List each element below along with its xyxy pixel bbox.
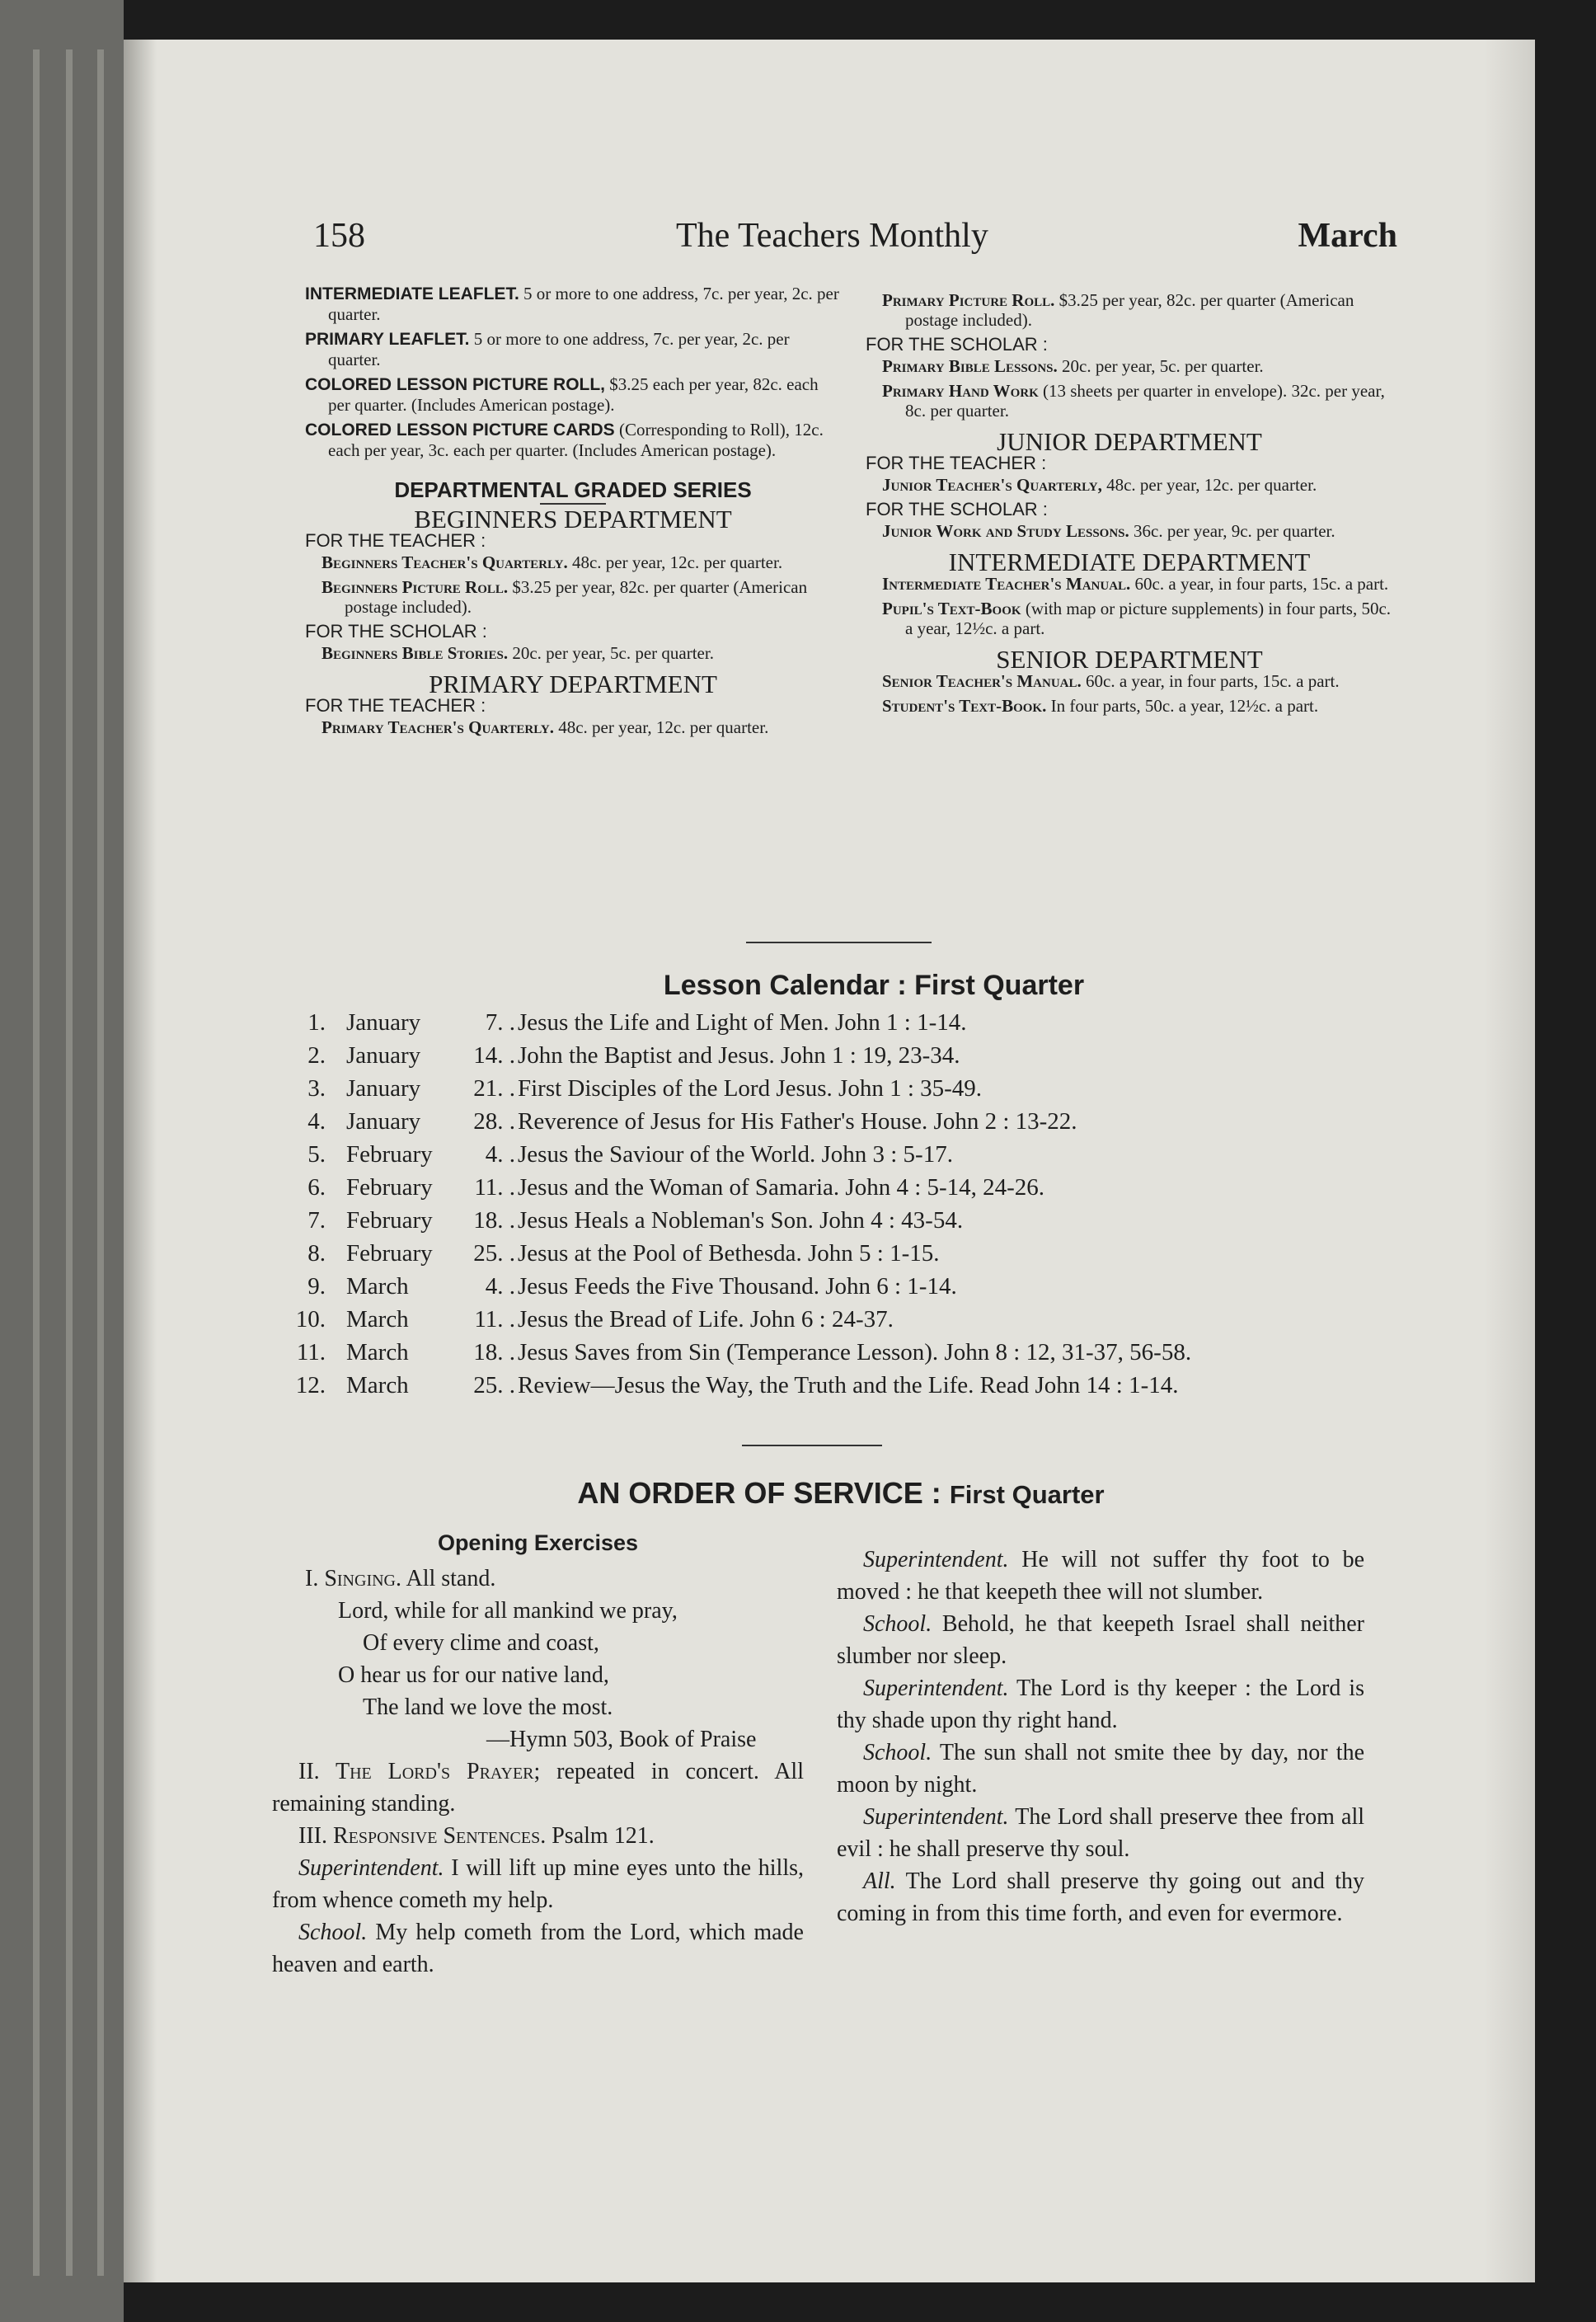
price-item: Junior Work and Study Lessons. 36c. per year, 9c. per quarter. xyxy=(882,521,1335,541)
verse-line: O hear us for our native land, xyxy=(338,1662,609,1688)
for-scholar-label: FOR THE SCHOLAR : xyxy=(866,499,1048,519)
price-list-right-column xyxy=(866,289,1393,721)
lesson-calendar-title: Lesson Calendar : First Quarter xyxy=(663,970,1085,1001)
beginners-heading: BEGINNERS DEPARTMENT xyxy=(414,505,732,533)
response-line: School. The sun shall not smite thee by day, nor the moon by night. xyxy=(837,1740,1364,1798)
price-item: Primary Picture Roll. $3.25 per year, 82c. per quarter (American postage included). xyxy=(882,290,1354,330)
price-item: COLORED LESSON PICTURE CARDS (Corresponding to Roll), 12c. each per year, 3c. each per quarter. (Includes American postage). xyxy=(305,420,824,460)
price-item: Primary Bible Lessons. 20c. per year, 5c. per quarter. xyxy=(882,356,1264,376)
lesson-row: 9. March 4. . Jesus Feeds the Five Thousand. John 6 : 1-14. xyxy=(307,1273,957,1300)
lesson-row: 7. February 18. . Jesus Heals a Nobleman's Son. John 4 : 43-54. xyxy=(307,1207,964,1234)
verse-line: Lord, while for all mankind we pray, xyxy=(338,1598,678,1624)
price-item: Primary Teacher's Quarterly. 48c. per year, 12c. per quarter. xyxy=(322,717,769,737)
service-left-column xyxy=(272,1527,804,1981)
lesson-row: 10. March 11. . Jesus the Bread of Life. John 6 : 24-37. xyxy=(295,1306,894,1333)
verse-line: The land we love the most. xyxy=(363,1694,613,1720)
page-stack-line xyxy=(97,49,104,2276)
price-item: Junior Teacher's Quarterly, 48c. per year, 12c. per quarter. xyxy=(882,475,1317,495)
service-right-column xyxy=(837,1544,1364,1930)
for-teacher-label: FOR THE TEACHER : xyxy=(305,695,486,716)
lesson-row: 5. February 4. . Jesus the Saviour of the World. John 3 : 5-17. xyxy=(307,1141,953,1168)
lesson-row: 2. January 14. . John the Baptist and Jesus. John 1 : 19, 23-34. xyxy=(307,1042,960,1069)
senior-heading: SENIOR DEPARTMENT xyxy=(996,645,1263,674)
lords-prayer-line: II. The Lord's Prayer; repeated in concert. All remaining standing. xyxy=(272,1759,804,1817)
lesson-row: 4. January 28. . Reverence of Jesus for His Father's House. John 2 : 13-22. xyxy=(307,1108,1077,1135)
opening-exercises-heading: Opening Exercises xyxy=(437,1530,639,1555)
for-teacher-label: FOR THE TEACHER : xyxy=(305,530,486,551)
singing-line: I. Singing. All stand. xyxy=(305,1566,496,1591)
lesson-row: 11. March 18. . Jesus Saves from Sin (Temperance Lesson). John 8 : 12, 31-37, 56-58. xyxy=(296,1339,1192,1365)
price-item: Beginners Picture Roll. $3.25 per year, 82c. per quarter (American postage included). xyxy=(322,577,808,617)
price-item: Primary Hand Work (13 sheets per quarter in envelope). 32c. per year, 8c. per quarter. xyxy=(882,381,1385,421)
response-line: Superintendent. I will lift up mine eyes unto the hills, from whence cometh my help. xyxy=(272,1855,804,1913)
for-scholar-label: FOR THE SCHOLAR : xyxy=(305,621,487,642)
for-teacher-label: FOR THE TEACHER : xyxy=(866,453,1047,473)
section-divider xyxy=(746,942,932,943)
page-number: 158 xyxy=(313,217,365,255)
junior-heading: JUNIOR DEPARTMENT xyxy=(997,427,1262,456)
response-line: Superintendent. The Lord shall preserve thee from all evil : he shall preserve thy soul. xyxy=(837,1804,1365,1862)
lesson-row: 6. February 11. . Jesus and the Woman of Samaria. John 4 : 5-14, 24-26. xyxy=(307,1174,1045,1201)
intermediate-heading: INTERMEDIATE DEPARTMENT xyxy=(948,548,1311,576)
book-edge xyxy=(0,0,124,2322)
price-item: Intermediate Teacher's Manual. 60c. a year, in four parts, 15c. a part. xyxy=(882,574,1389,594)
lesson-calendar xyxy=(280,1006,1385,1402)
price-item: Pupil's Text-Book (with map or picture supplements) in four parts, 50c. a year, 12½c. a part. xyxy=(882,599,1392,638)
response-line: Superintendent. He will not suffer thy foot to be moved : he that keepeth thee will not slumber. xyxy=(837,1547,1364,1605)
page-stack-line xyxy=(33,49,40,2276)
price-list-left-column xyxy=(305,284,841,742)
price-item: COLORED LESSON PICTURE ROLL, $3.25 each per year, 82c. each per quarter. (Includes American postage). xyxy=(305,374,819,415)
price-item: Beginners Bible Stories. 20c. per year, 5c. per quarter. xyxy=(322,643,714,663)
price-item: Student's Text-Book. In four parts, 50c. a year, 12½c. a part. xyxy=(882,696,1319,716)
running-month: March xyxy=(1298,217,1397,255)
lesson-row: 12. March 25. . Review—Jesus the Way, the Truth and the Life. Read John 14 : 1-14. xyxy=(295,1372,1179,1398)
running-title: The Teachers Monthly xyxy=(676,217,988,255)
section-divider xyxy=(742,1445,882,1446)
series-heading: DEPARTMENTAL GRADED SERIES xyxy=(394,477,752,502)
responsive-sentences-line: III. Responsive Sentences. Psalm 121. xyxy=(298,1823,655,1849)
response-line: School. Behold, he that keepeth Israel shall neither slumber nor sleep. xyxy=(837,1611,1365,1669)
response-line: School. My help cometh from the Lord, which made heaven and earth. xyxy=(272,1920,804,1977)
hymn-attribution: —Hymn 503, Book of Praise xyxy=(486,1727,757,1752)
price-item: PRIMARY LEAFLET. 5 or more to one address, 7c. per year, 2c. per quarter. xyxy=(305,329,790,369)
primary-heading: PRIMARY DEPARTMENT xyxy=(429,670,717,698)
page-gutter xyxy=(124,40,157,2282)
page-stack-line xyxy=(66,49,73,2276)
response-line: Superintendent. The Lord is thy keeper : the Lord is thy shade upon thy right hand. xyxy=(837,1676,1364,1733)
price-item: Beginners Teacher's Quarterly. 48c. per year, 12c. per quarter. xyxy=(322,552,783,572)
running-head xyxy=(313,216,1397,266)
for-scholar-label: FOR THE SCHOLAR : xyxy=(866,334,1048,355)
order-of-service-title: AN ORDER OF SERVICE : First Quarter xyxy=(577,1476,1105,1510)
response-line: All. The Lord shall preserve thy going out and thy coming in from this time forth, and even for evermore. xyxy=(837,1868,1365,1926)
price-item: INTERMEDIATE LEAFLET. 5 or more to one address, 7c. per year, 2c. per quarter. xyxy=(305,284,839,324)
price-item: Senior Teacher's Manual. 60c. a year, in four parts, 15c. a part. xyxy=(882,671,1340,691)
lesson-row: 8. February 25. . Jesus at the Pool of Bethesda. John 5 : 1-15. xyxy=(307,1240,940,1267)
lesson-row: 1. January 7. . Jesus the Life and Light of Men. John 1 : 1-14. xyxy=(307,1009,967,1036)
page-edge-shadow xyxy=(1484,40,1535,2282)
verse-line: Of every clime and coast, xyxy=(363,1630,599,1656)
lesson-row: 3. January 21. . First Disciples of the Lord Jesus. John 1 : 35-49. xyxy=(307,1075,983,1102)
